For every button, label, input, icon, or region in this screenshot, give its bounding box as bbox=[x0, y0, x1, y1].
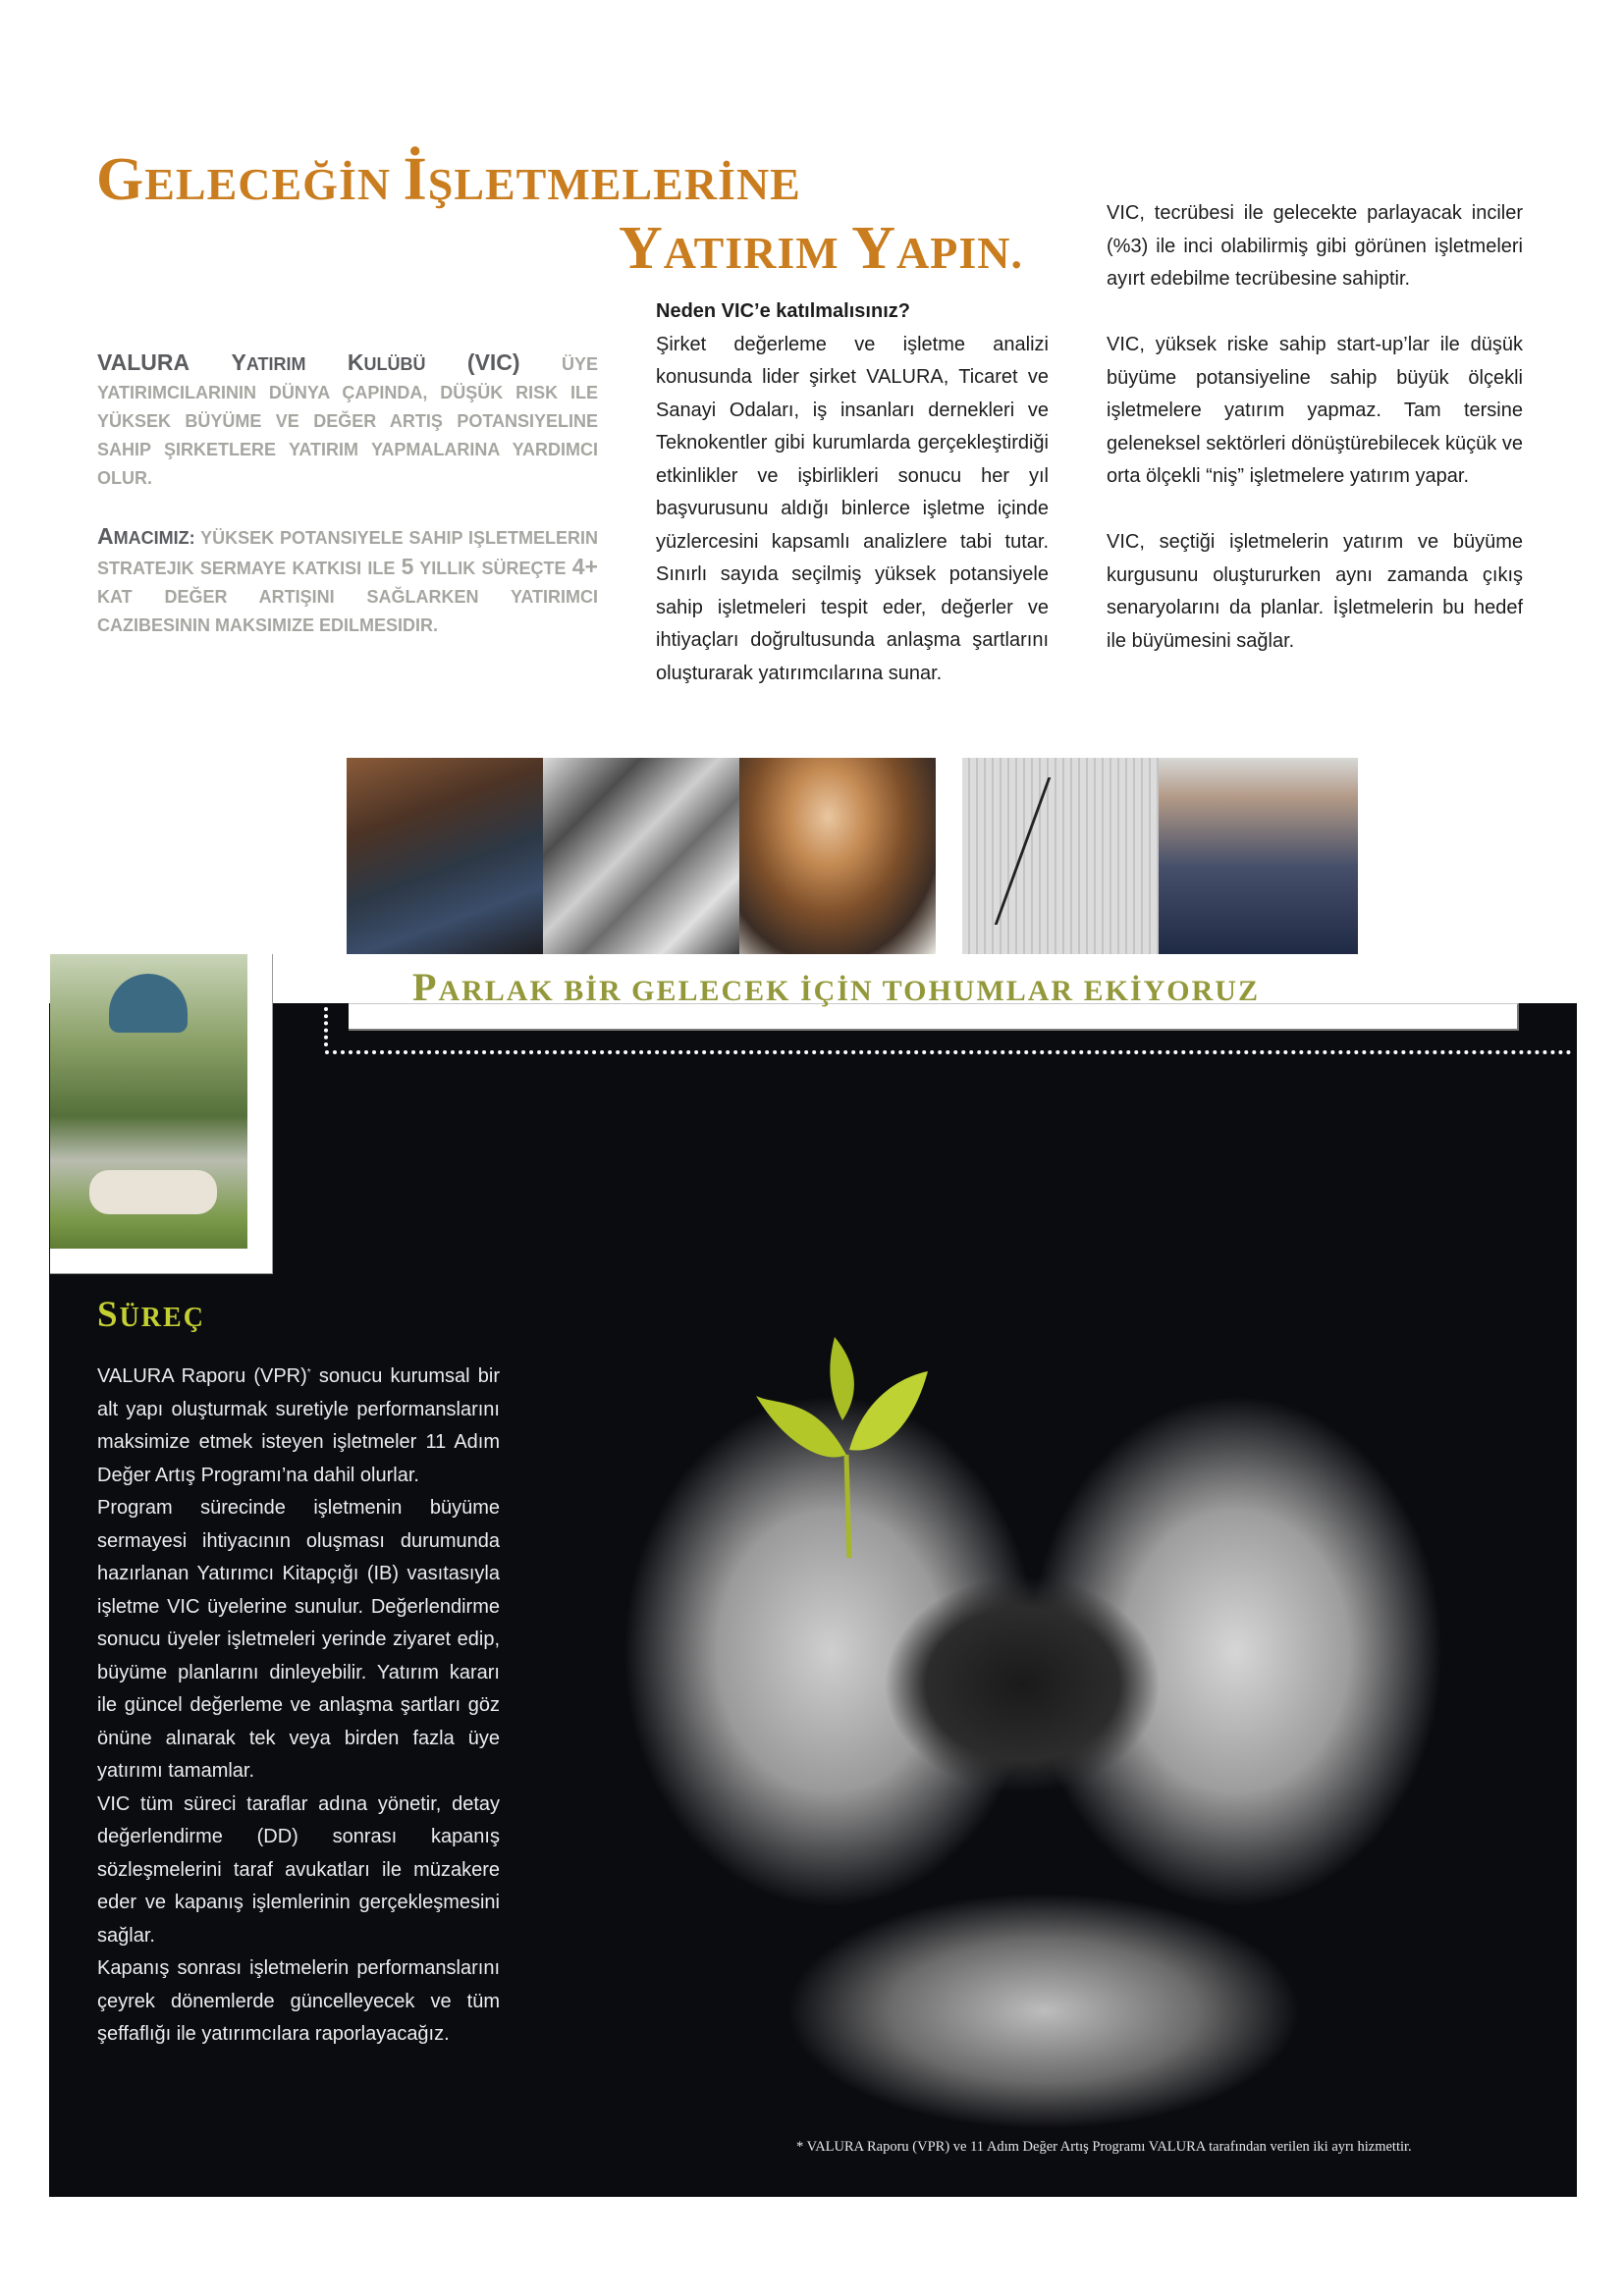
headline-word: APIN. bbox=[896, 228, 1023, 278]
photo-skyscrapers bbox=[543, 758, 739, 954]
right-column bbox=[1107, 197, 1523, 691]
photo-woman-reading bbox=[739, 758, 936, 954]
right-paragraph: VIC, seçtiği işletmelerin yatırım ve büyüme kurgusunu oluştururken aynı zamanda çıkış senaryolarını da planlar. İşletmelerin bu hedef ile büyümesini sağlar. bbox=[1107, 531, 1523, 652]
dotted-divider-vertical bbox=[324, 1007, 332, 1046]
footnote: * VALURA Raporu (VPR) ve 11 Adım Değer Artış Programı VALURA tarafından verilen iki ayrı hizmettir. bbox=[796, 2139, 1412, 2155]
goal-label-initial: A bbox=[97, 523, 114, 549]
headline-initial: Y bbox=[851, 215, 896, 282]
father-figure bbox=[89, 1170, 217, 1214]
goal-text: KAT DEĞER ARTIŞINI SAĞLARKEN YATIRIMCI CAZIBESININ MAKSIMIZE EDILMESIDIR. bbox=[97, 587, 598, 635]
intro-text: ÜYE YATIRIMCILARININ DÜNYA ÇAPINDA, DÜŞÜK RISK ILE YÜKSEK BÜYÜME VE DEĞER ARTIŞ POTANSIYELINE SAHIP ŞIRKETLERE YATIRIM YAPMALARINA YARDIMCI OLUR. bbox=[97, 354, 598, 488]
process-intro-a: VALURA Raporu (VPR) bbox=[97, 1365, 307, 1387]
goal-multiple: 4+ bbox=[571, 554, 598, 579]
process-title-initial: S bbox=[97, 1295, 120, 1335]
process-intro-b: sonucu kurumsal bir alt yapı oluşturmak suretiyle performanslarını maksimize etmek isteyen işletmeler 11 Adım Değer Artış Programı’na dahil olurlar. bbox=[97, 1365, 500, 1486]
process-paragraph: Kapanış sonrası işletmelerin performanslarını çeyrek dönemlerde güncelleyecek ve tüm şeffaflığı ile yatırımcılara raporlayacağız. bbox=[97, 1957, 500, 2045]
lead-initial: K bbox=[347, 349, 364, 375]
photo-father-child bbox=[50, 954, 247, 1249]
intro-paragraph bbox=[97, 348, 598, 493]
headline-line-2 bbox=[619, 214, 1023, 284]
process-title-text: ÜREÇ bbox=[119, 1303, 205, 1333]
process-paragraph: VIC tüm süreci taraflar adına yönetir, detay değerlendirme (DD) sonrası kapanış sözleşmelerini taraf avukatları ile müzakere eder ve kapanış işlemlerinin gerçekleşmesini sağlar. bbox=[97, 1792, 500, 1947]
headline-initial: Y bbox=[619, 215, 664, 282]
why-join-body: Şirket değerleme ve işletme analizi konusunda lider şirket VALURA, Ticaret ve Sanayi Odaları, iş insanları dernekleri ve Teknokentler gibi kurumlarda gerçekleştirdiği etkinlikler ve işbirlikleri sonucu her yıl başvurusunu aldığı binlerce işletme içinde yüzlercesini kapsamlı analizlere tabi tutar. Sınırlı sayıda seçilmiş yüksek potansiyele sahip işletmeleri tespit eder, değerler ve ihtiyaçları doğrultusunda anlaşma şartlarını oluşturarak yatırımcılarına sunar. bbox=[656, 333, 1049, 684]
banner-title bbox=[412, 964, 1260, 1010]
sprout-icon bbox=[756, 1337, 933, 1563]
headline-word: ŞLETMELERİNE bbox=[427, 159, 801, 209]
why-join-column bbox=[656, 295, 1049, 690]
goal-paragraph bbox=[97, 522, 598, 640]
right-paragraph: VIC, yüksek riske sahip start-up’lar ile düşük büyüme potansiyeline sahip büyük ölçekli işletmelere yatırım yapmaz. Tam tersine geleneksel sektörleri dönüştürebilecek küçük ve orta ölçekli “niş” işletmelere yatırım yapar. bbox=[1107, 334, 1523, 487]
headline-initial: İ bbox=[403, 146, 428, 213]
photo-stock-chart bbox=[962, 758, 1159, 954]
dotted-divider-horizontal bbox=[325, 1050, 1572, 1054]
goal-text: YÜKSEK POTANSIYELE SAHIP IŞLETMELERIN STRATEJIK SERMAYE KATKISI ILE bbox=[97, 528, 598, 578]
banner-title-text: ARLAK BİR GELECEK İÇİN TOHUMLAR EKİYORUZ bbox=[438, 975, 1260, 1007]
footnote-marker: * bbox=[306, 1367, 311, 1378]
child-figure bbox=[109, 974, 188, 1033]
goal-years: 5 bbox=[401, 554, 414, 579]
why-join-heading: Neden VIC’e katılmalısınız? bbox=[656, 300, 910, 322]
goal-text: YILLIK SÜREÇTE bbox=[419, 559, 567, 578]
brand-name: VALURA bbox=[97, 349, 190, 375]
process-title bbox=[97, 1294, 205, 1336]
lead-abbr: (VIC) bbox=[466, 349, 520, 375]
headline-initial: G bbox=[96, 146, 145, 213]
process-paragraph bbox=[97, 1361, 500, 1492]
lead-word: ULÜBÜ bbox=[363, 354, 426, 374]
hero-photo-hands-sprout bbox=[511, 1052, 1577, 2142]
headline-line-1 bbox=[96, 145, 801, 215]
banner-title-initial: P bbox=[412, 965, 439, 1009]
lead-word: ATIRIM bbox=[245, 354, 306, 374]
process-body bbox=[97, 1361, 500, 2052]
goal-label: MACIMIZ: bbox=[113, 528, 195, 548]
right-paragraph: VIC, tecrübesi ile gelecekte parlayacak inciler (%3) ile inci olabilirmiş gibi görünen işletmeleri ayırt edebilme tecrübesine sahiptir. bbox=[1107, 202, 1523, 290]
process-paragraph: Program sürecinde işletmenin büyüme sermayesi ihtiyacının oluşması durumunda hazırlanan Yatırımcı Kitapçığı (IB) vasıtasıyla işletme VIC üyelerine sunulur. Değerlendirme sonucu üyeler işletmeleri yerinde ziyaret edip, büyüme planlarını dinleyebilir. Yatırım kararı ile güncel değerleme ve anlaşma şartları göz önüne alınarak tek veya birden fazla üye yatırımı tamamlar. bbox=[97, 1497, 500, 1782]
headline-word: ATIRIM bbox=[663, 228, 852, 278]
photo-business-men bbox=[347, 758, 543, 954]
photo-handshake bbox=[1159, 758, 1358, 954]
headline-word: ELECEĞİN bbox=[144, 159, 404, 209]
lead-initial: Y bbox=[231, 349, 246, 375]
